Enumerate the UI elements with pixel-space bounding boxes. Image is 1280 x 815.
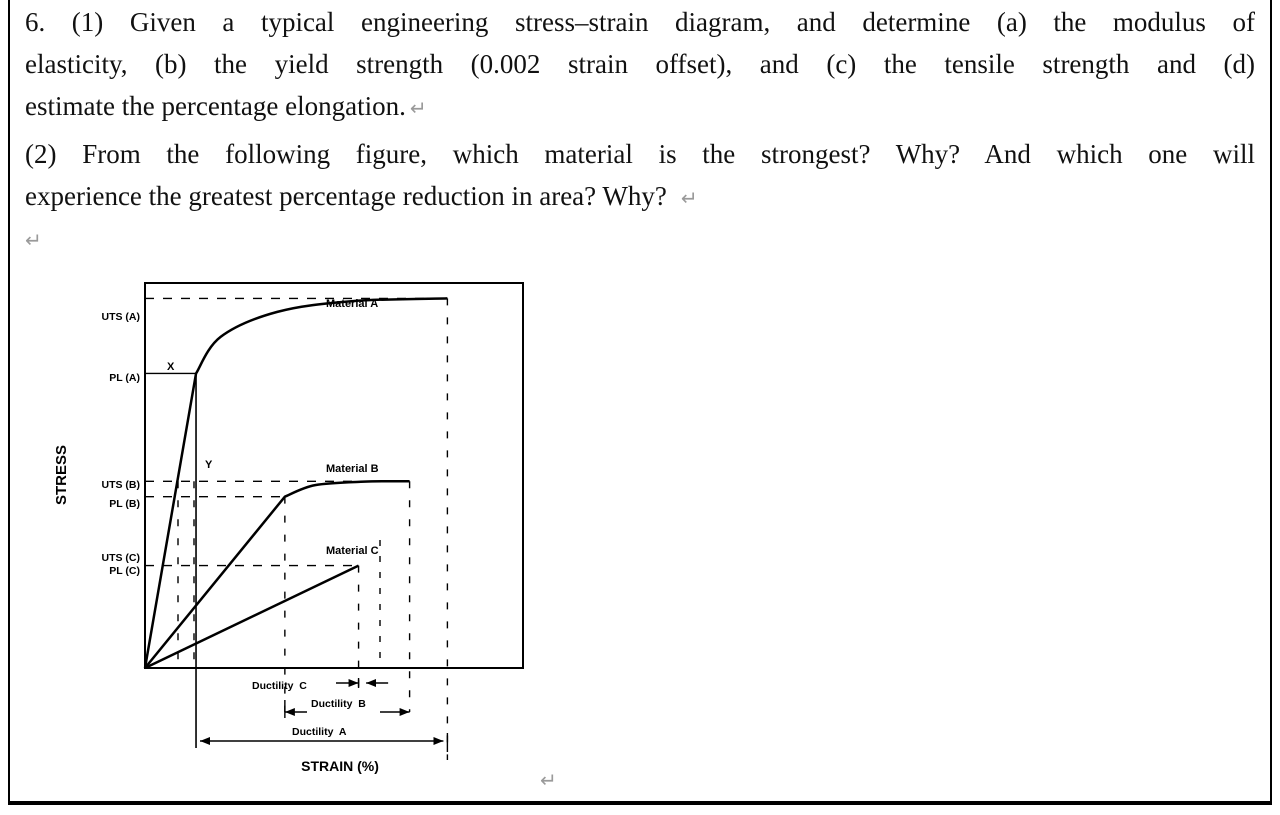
tick-pl-c: PL (C) xyxy=(109,565,140,577)
material-b-label: Material B xyxy=(326,463,379,475)
tick-uts-c: UTS (C) xyxy=(101,552,140,564)
annotation-y: Y xyxy=(205,459,213,471)
material-c-label: Material C xyxy=(326,545,379,557)
y-axis-label: STRESS xyxy=(53,444,70,506)
question-line-2: elasticity, (b) the yield strength (0.002 strain offset), and (c) the tensile strength and (d) xyxy=(25,49,1255,79)
annotation-x: X xyxy=(167,361,175,373)
tick-uts-a: UTS (A) xyxy=(101,311,140,323)
ductility-dimensions xyxy=(200,678,447,752)
paragraph-mark-icon: ↵ xyxy=(680,186,698,210)
question-line-3: estimate the percentage elongation. ↵ xyxy=(25,91,427,121)
paragraph-mark-icon: ↵ xyxy=(540,768,557,792)
ductility-a-label: Ductility A xyxy=(292,726,347,738)
plot-area xyxy=(145,283,523,668)
tick-pl-b: PL (B) xyxy=(109,498,140,510)
material-c-curve xyxy=(145,566,359,668)
ductility-c-label: Ductility C xyxy=(252,680,307,692)
tick-uts-b: UTS (B) xyxy=(101,479,140,491)
material-b-curve xyxy=(145,481,410,668)
question-line-1: 6. (1) Given a typical engineering stress–strain diagram, and determine (a) the modulus of xyxy=(25,7,1255,37)
question-line-4: (2) From the following figure, which material is the strongest? Why? And which one will xyxy=(25,139,1255,169)
x-axis-label: STRAIN (%) xyxy=(301,758,379,774)
paragraph-mark-icon: ↵ xyxy=(409,96,427,120)
tick-pl-a: PL (A) xyxy=(109,372,140,384)
ductility-b-label: Ductility B xyxy=(311,698,366,710)
question-line-5: experience the greatest percentage reduction in area? Why? ↵ xyxy=(25,181,698,211)
material-a-label: Material A xyxy=(326,298,379,310)
paragraph-mark-icon: ↵ xyxy=(25,228,42,252)
